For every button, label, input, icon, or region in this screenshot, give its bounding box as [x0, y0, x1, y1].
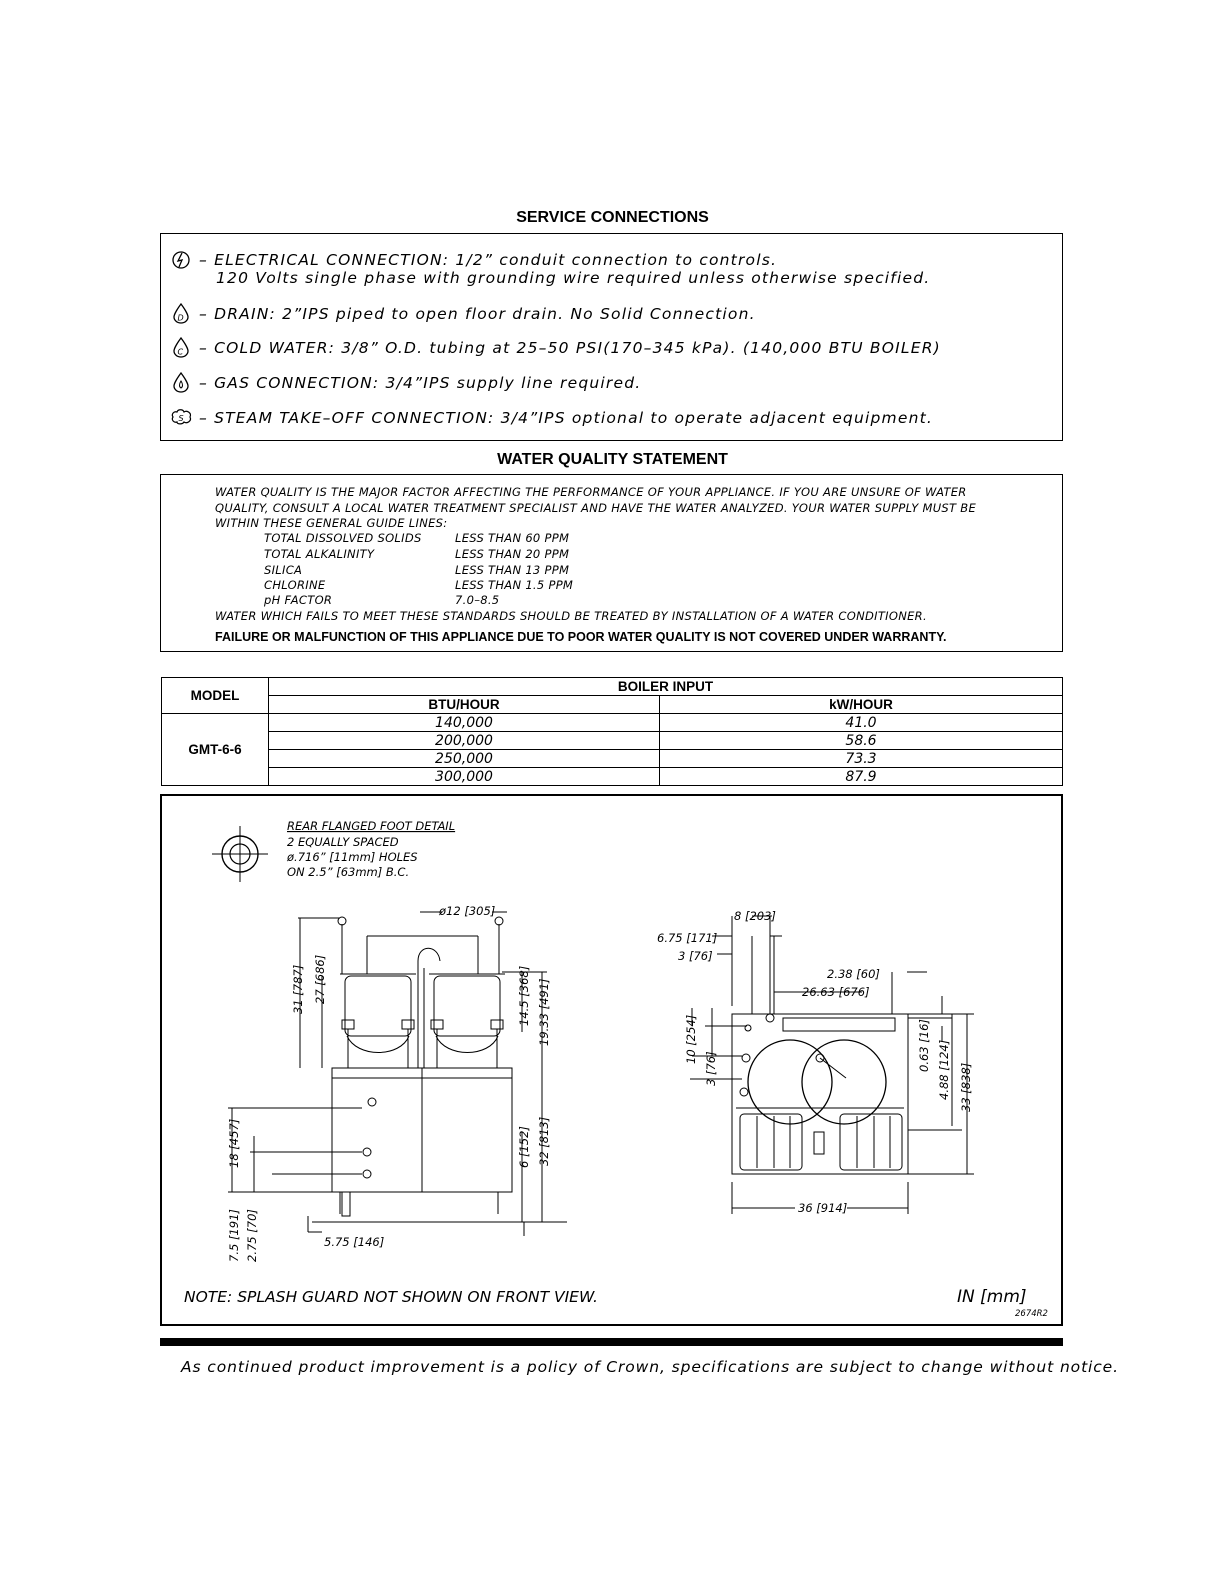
steam-icon — [169, 407, 195, 427]
service-line-electrical: – ELECTRICAL CONNECTION: 1/2” conduit connection to controls. — [199, 251, 778, 269]
service-line-gas: – GAS CONNECTION: 3/4”IPS supply line required. — [199, 374, 642, 392]
service-line-voltage: 120 Volts single phase with grounding wire required unless otherwise specified. — [216, 269, 931, 287]
dim-d10: 10 [254] — [684, 1014, 698, 1064]
dim-d5-75: 5.75 [146] — [324, 1235, 385, 1249]
dim-d32: 32 [813] — [537, 1116, 551, 1166]
footer-rule — [160, 1338, 1063, 1346]
guideline-name: SILICA — [264, 563, 303, 577]
gas-icon — [171, 371, 191, 393]
service-line-drain: – DRAIN: 2”IPS piped to open floor drain. No Solid Connection. — [199, 305, 756, 323]
guideline-value: LESS THAN 13 PPM — [455, 563, 570, 577]
kw-cell: 87.9 — [660, 768, 1063, 786]
dim-d6: 6 [152] — [517, 1126, 531, 1168]
service-connections-title: SERVICE CONNECTIONS — [516, 209, 709, 226]
cold-water-icon — [171, 336, 191, 358]
dim-d26-63: 26.63 [676] — [802, 985, 870, 999]
dim-d14-5: 14.5 [368] — [517, 965, 531, 1026]
model-cell: GMT-6-6 — [162, 714, 269, 786]
svg-text:C: C — [177, 347, 184, 357]
foot-detail-line: REAR FLANGED FOOT DETAIL — [287, 819, 456, 833]
boiler-input-header: BOILER INPUT — [269, 678, 1063, 696]
svg-text:S: S — [178, 414, 184, 423]
front-view — [228, 912, 567, 1236]
guideline-name: pH FACTOR — [264, 593, 333, 607]
boiler-input-table — [161, 677, 1063, 786]
top-view — [690, 916, 974, 1214]
water-intro-line-3: WITHIN THESE GENERAL GUIDE LINES: — [215, 516, 448, 530]
btu-cell: 140,000 — [269, 714, 660, 732]
dim-d19-33: 19.33 [491] — [537, 978, 551, 1046]
water-conditioner-line: WATER WHICH FAILS TO MEET THESE STANDARDS SHOULD BE TREATED BY INSTALLATION OF A WATER CONDITIONER. — [215, 609, 927, 623]
dim-d4-88: 4.88 [124] — [937, 1039, 951, 1100]
guideline-value: LESS THAN 60 PPM — [455, 531, 570, 545]
drain-icon — [171, 302, 191, 324]
drawing-number: 2674R2 — [1015, 1309, 1048, 1319]
guideline-value: LESS THAN 20 PPM — [455, 547, 570, 561]
water-quality-title: WATER QUALITY STATEMENT — [497, 451, 728, 468]
foot-detail-line: 2 EQUALLY SPACED — [287, 835, 399, 849]
btu-header: BTU/HOUR — [269, 696, 660, 714]
drawing-canvas — [162, 796, 1061, 1324]
dim-d2-38: 2.38 [60] — [827, 967, 880, 981]
service-connections-box — [160, 233, 1063, 441]
guideline-value: 7.0–8.5 — [455, 593, 500, 607]
kw-cell: 58.6 — [660, 732, 1063, 750]
kw-cell: 41.0 — [660, 714, 1063, 732]
dim-d3a: 3 [76] — [678, 949, 713, 963]
dim-d2-75: 2.75 [70] — [245, 1209, 259, 1262]
svg-text:D: D — [177, 313, 184, 323]
dim-d18: 18 [457] — [227, 1118, 241, 1168]
dim-d6-75: 6.75 [171] — [657, 931, 718, 945]
dim-d12: ø12 [305] — [439, 904, 496, 918]
btu-cell: 250,000 — [269, 750, 660, 768]
btu-cell: 300,000 — [269, 768, 660, 786]
dim-d7-5: 7.5 [191] — [227, 1209, 241, 1262]
water-quality-box — [160, 474, 1063, 652]
drawing-note: NOTE: SPLASH GUARD NOT SHOWN ON FRONT VIEW. — [184, 1288, 598, 1306]
guideline-name: TOTAL ALKALINITY — [264, 547, 375, 561]
foot-detail-line: ON 2.5” [63mm] B.C. — [287, 865, 410, 879]
guideline-value: LESS THAN 1.5 PPM — [455, 578, 574, 592]
guideline-name: CHLORINE — [264, 578, 326, 592]
technical-drawing — [160, 794, 1063, 1326]
electrical-icon — [171, 250, 191, 270]
water-intro-line-2: QUALITY, CONSULT A LOCAL WATER TREATMENT SPECIALIST AND HAVE THE WATER ANALYZED. YOUR WATER SUPPLY MUST BE — [215, 501, 977, 515]
dim-d0-63: 0.63 [16] — [917, 1019, 931, 1072]
foot-detail-line: ø.716” [11mm] HOLES — [287, 850, 418, 864]
service-line-cold-water: – COLD WATER: 3/8” O.D. tubing at 25–50 PSI(170–345 kPa). (140,000 BTU BOILER) — [199, 339, 941, 357]
model-header: MODEL — [162, 678, 269, 714]
warranty-statement: FAILURE OR MALFUNCTION OF THIS APPLIANCE DUE TO POOR WATER QUALITY IS NOT COVERED UNDER WARRANTY. — [215, 630, 947, 644]
guideline-name: TOTAL DISSOLVED SOLIDS — [264, 531, 422, 545]
dim-d36: 36 [914] — [798, 1201, 848, 1215]
service-line-steam: – STEAM TAKE–OFF CONNECTION: 3/4”IPS optional to operate adjacent equipment. — [199, 409, 934, 427]
water-intro-line-1: WATER QUALITY IS THE MAJOR FACTOR AFFECTING THE PERFORMANCE OF YOUR APPLIANCE. IF YOU ARE UNSURE OF WATER — [215, 485, 967, 499]
kw-cell: 73.3 — [660, 750, 1063, 768]
btu-cell: 200,000 — [269, 732, 660, 750]
units-label: IN [mm] — [957, 1287, 1027, 1307]
dim-d31: 31 [787] — [291, 964, 305, 1014]
foot-detail-symbol — [212, 826, 268, 882]
footer-disclaimer: As continued product improvement is a policy of Crown, specifications are subject to change without notice. — [181, 1358, 1119, 1376]
kw-header: kW/HOUR — [660, 696, 1063, 714]
dim-d3b: 3 [76] — [704, 1051, 718, 1086]
dim-d33: 33 [838] — [959, 1062, 973, 1112]
dim-d27: 27 [686] — [313, 954, 327, 1004]
dim-d8: 8 [203] — [734, 909, 776, 923]
